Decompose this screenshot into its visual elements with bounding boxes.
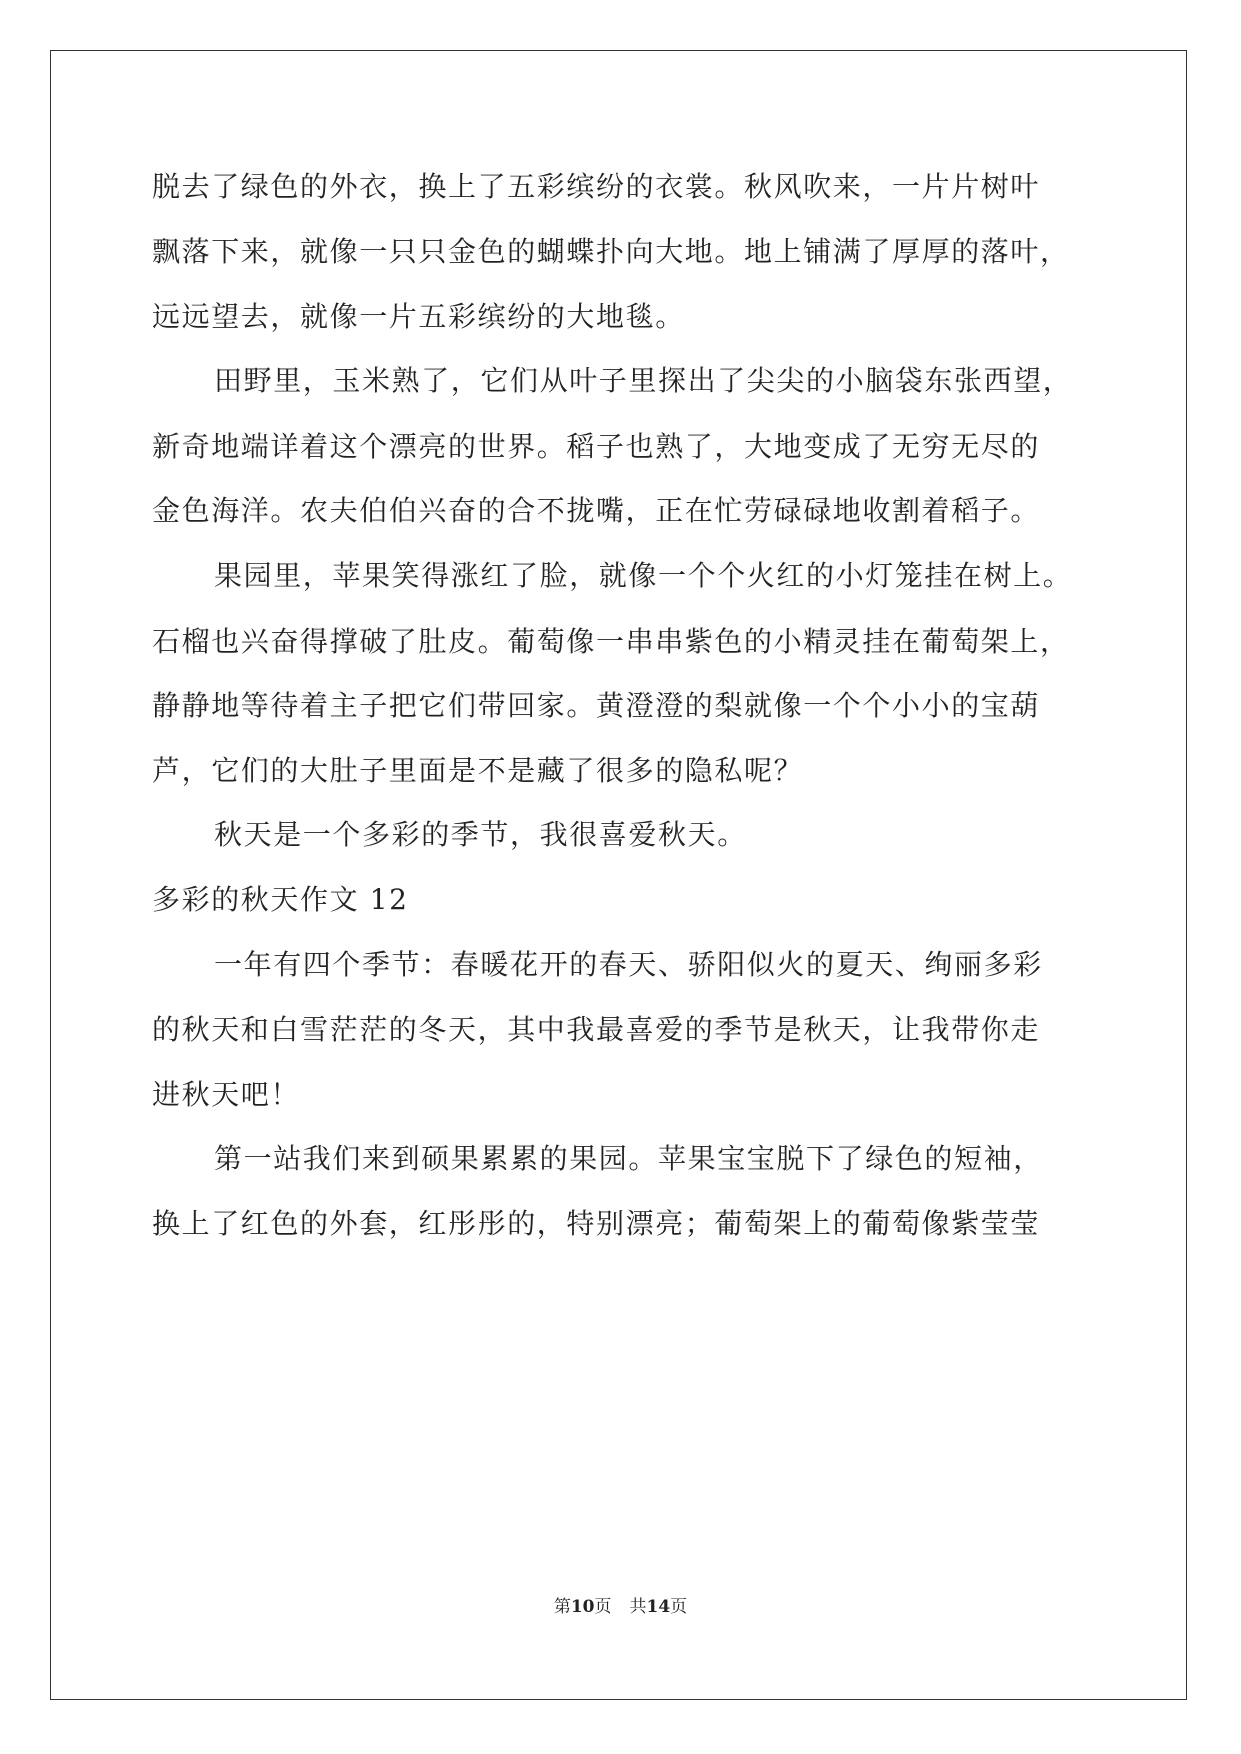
page-footer (0, 1595, 1241, 1619)
body-line: 静静地等待着主子把它们带回家。黄澄澄的梨就像一个个小小的宝葫 (152, 689, 1041, 722)
page-number: 10 (570, 1597, 595, 1617)
body-line: 石榴也兴奋得撑破了肚皮。葡萄像一串串紫色的小精灵挂在葡萄架上， (152, 625, 1070, 658)
total-suffix: 页 (670, 1597, 688, 1617)
body-line: 第一站我们来到硕果累累的果园。苹果宝宝脱下了绿色的短袖， (214, 1142, 1043, 1175)
body-line: 秋天是一个多彩的季节，我很喜爱秋天。 (214, 818, 747, 851)
section-heading: 多彩的秋天作文 12 (152, 883, 409, 916)
body-line: 的秋天和白雪茫茫的冬天，其中我最喜爱的季节是秋天，让我带你走 (152, 1013, 1041, 1046)
body-line: 换上了红色的外套，红彤彤的，特别漂亮；葡萄架上的葡萄像紫莹莹 (152, 1207, 1041, 1240)
body-line: 芦，它们的大肚子里面是不是藏了很多的隐私呢？ (152, 754, 804, 787)
body-line: 一年有四个季节：春暖花开的春天、骄阳似火的夏天、绚丽多彩 (214, 948, 1043, 981)
page-suffix: 页 (594, 1597, 612, 1617)
body-line: 脱去了绿色的外衣，换上了五彩缤纷的衣裳。秋风吹来，一片片树叶 (152, 170, 1041, 203)
body-line: 新奇地端详着这个漂亮的世界。稻子也熟了，大地变成了无穷无尽的 (152, 430, 1041, 463)
body-line: 远远望去，就像一片五彩缤纷的大地毯。 (152, 300, 685, 333)
body-line: 果园里，苹果笑得涨红了脸，就像一个个火红的小灯笼挂在树上。 (214, 559, 1073, 592)
body-line: 田野里，玉米熟了，它们从叶子里探出了尖尖的小脑袋东张西望， (214, 364, 1073, 397)
body-line: 飘落下来，就像一只只金色的蝴蝶扑向大地。地上铺满了厚厚的落叶， (152, 235, 1070, 268)
total-prefix: 共 (629, 1597, 647, 1617)
page-prefix: 第 (553, 1597, 571, 1617)
body-line: 进秋天吧！ (152, 1078, 301, 1111)
body-line: 金色海洋。农夫伯伯兴奋的合不拢嘴，正在忙劳碌碌地收割着稻子。 (152, 494, 1041, 527)
total-pages: 14 (646, 1597, 671, 1617)
